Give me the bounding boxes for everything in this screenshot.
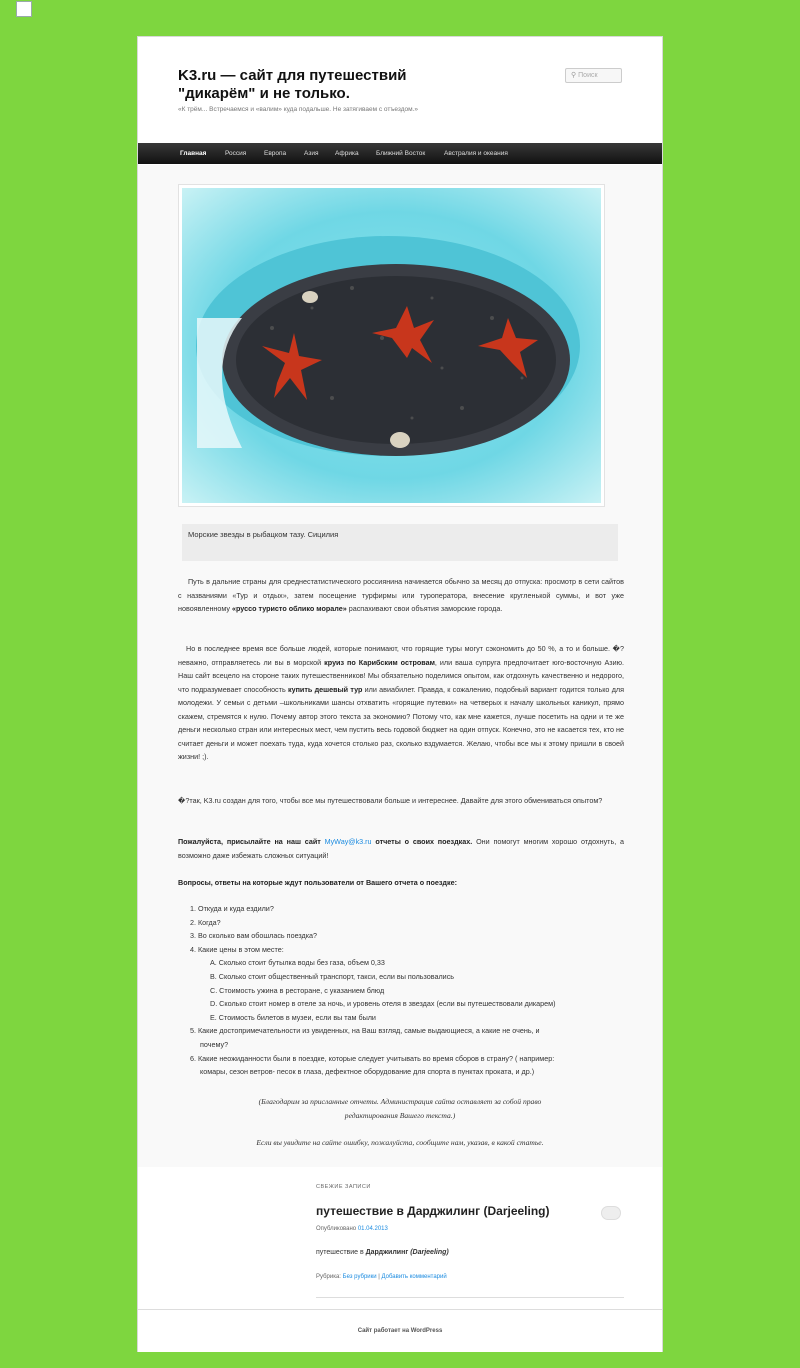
list-item: 3. Во сколько вам обошлась поездка? <box>190 931 318 941</box>
paragraph-intro <box>178 575 624 616</box>
site-footer <box>138 1309 662 1352</box>
paragraph-bold: Пожалуйста, присылайте на наш сайт <box>178 837 325 846</box>
nav-item-europe[interactable]: Европа <box>264 150 287 157</box>
nav-item-middle-east[interactable]: Ближний Восток <box>376 150 426 157</box>
rubric-prefix: Рубрика: <box>316 1274 343 1280</box>
article-image-frame <box>178 184 605 507</box>
list-item: D. Сколько стоит номер в отеле за ночь, и уровень отеля в звездах (если вы путешествовали дикарем) <box>210 999 556 1009</box>
nav-item-home[interactable]: Главная <box>180 150 207 157</box>
search-icon: ⚲ <box>571 72 577 79</box>
paragraph-bold: Вопросы, ответы на которые ждут пользователи от Вашего отчета о поездке: <box>178 878 457 887</box>
list-item-continuation: почему? <box>200 1039 229 1049</box>
add-comment-link[interactable]: Добавить комментарий <box>381 1274 447 1280</box>
nav-item-australia[interactable]: Австралия и океания <box>444 150 508 157</box>
error-report-note: Если вы увидите на сайте ошибку, пожалуйста, сообщите нам, указав, в какой статье. <box>256 1138 544 1147</box>
content-area <box>138 165 662 1167</box>
paragraph-bold: «руссо туристо облико морале» <box>232 604 347 613</box>
comment-bubble-icon[interactable] <box>601 1206 621 1220</box>
recent-post-title[interactable]: путешествие в Дарджилинг (Darjeeling) <box>316 1204 550 1218</box>
subquestions-list <box>190 956 556 1024</box>
nav-item-russia[interactable]: Россия <box>225 150 247 157</box>
site-description: «К трём... Встречаемся и «валим» куда подальше. Не затягиваем с отъездом.» <box>178 106 419 113</box>
list-item-continuation: комары, сезон ветров- песок в глаза, дефектное оборудование для спорта в пунктах проката, и др.) <box>200 1067 535 1077</box>
paragraph-text: Но в последнее время все больше людей, которые понимают, что горящие туры могут сэкономить до 50 %, а то и больше. �? неважно, отправляетесь ли вы в морской <box>178 644 624 667</box>
list-item: A. Сколько стоит бутылка воды без газа, объем 0,33 <box>210 958 385 968</box>
list-item: 5. Какие достопримечательности из увиденных, на Ваш взгляд, самые выдающиеся, а какие не очень, и <box>190 1026 540 1036</box>
paragraph-text: или авиабилет. Правда, к сожалению, подобный вариант годится только для молодежи. У семьи с детьми –школьниками шансы отхватить «горящие путевки» на четверых к началу школьных каникул, прямо скажем, стремятся к нулю. Почему автор этого текста за экономию? Потому что, как мне кажется, лучше посетить на одни и те же деньги несколько стран или интересных мест, чем пустить весь годовой бюджет на один отпуск. Конечно, это не касается тех, кто не считает деньги и может поехать туда, куда хочется столько раз, сколько вздумается. Желаю, чтобы все мы к этому пришли в своей жизни! ;). <box>178 684 624 761</box>
paragraph-text: , или ваша супруга предпочитает юго-восточную Азию. Наш сайт всецело на стороне таких путешественников! Мы обязательно поделимся опытом, как отдохнуть качественно и недорого, что подразумевает способность <box>178 657 625 694</box>
editorial-note <box>210 1095 590 1123</box>
starfish-illustration <box>182 188 601 503</box>
questions-list <box>190 902 556 1079</box>
list-item: C. Стоимость ужина в ресторане, с указанием блюд <box>210 985 385 995</box>
paragraph-text: Путь в дальние страны для среднестатистического россиянина начинается обычно за месяц до отпуска: просмотр в сети сайтов с названиями «Тур и отдых», затем посещение турфирмы или туроператора, внесение кругленькой суммы, и вот уже новоявленному <box>178 577 624 613</box>
separator: | <box>376 1274 382 1280</box>
paragraph-text: Они помогут многим хорошо отдохнуть, а возможно даже избежать сложных ситуаций! <box>178 837 625 860</box>
paragraph-k3-purpose: �?так, K3.ru создан для того, чтобы все мы путешествовали больше и интереснее. Давайте для этого обмениваться опытом? <box>178 796 603 805</box>
nav-item-asia[interactable]: Азия <box>304 150 319 157</box>
paragraph-send-reports <box>178 835 624 862</box>
category-link[interactable]: Без рубрики <box>342 1274 377 1280</box>
excerpt-text: путешествие в <box>316 1249 366 1256</box>
paragraph-bold: круиз по Карибским островам <box>324 657 435 667</box>
editorial-note-line: (Благодарим за присланные отчеты. Администрация сайта оставляет за собой право <box>258 1097 542 1106</box>
list-item: 6. Какие неожиданности были в поездке, которые следует учитывать во время сборов в страну? ( например: <box>190 1053 555 1063</box>
image-caption: Морские звезды в рыбацком тазу. Сицилия <box>182 524 618 561</box>
main-nav <box>138 143 662 164</box>
search-placeholder: Поиск <box>578 72 598 79</box>
list-item: B. Сколько стоит общественный транспорт, такси, если вы пользовались <box>210 971 455 981</box>
paragraph-hot-tours <box>178 642 624 764</box>
post-meta-prefix: Опубликовано <box>316 1226 358 1232</box>
starfish-photo <box>182 188 601 503</box>
search-input[interactable] <box>565 68 622 83</box>
list-item: 2. Когда? <box>190 917 221 927</box>
email-link[interactable]: MyWay@k3.ru <box>324 837 372 846</box>
site-title[interactable]: K3.ru — сайт для путешествий "дикарём" и не только. <box>178 67 407 102</box>
excerpt-bold: Дарджилинг <box>365 1249 409 1256</box>
divider <box>316 1297 624 1298</box>
list-item: 4. Какие цены в этом месте: <box>190 944 284 954</box>
post-date-link[interactable]: 01.04.2013 <box>357 1226 388 1232</box>
editorial-note-line: редактирования Вашего текста.) <box>344 1111 456 1120</box>
broken-image-icon <box>16 1 32 17</box>
questions-heading <box>178 876 624 890</box>
post-footer <box>316 1274 447 1280</box>
post-excerpt <box>316 1249 449 1256</box>
footer-credit[interactable]: Сайт работает на WordPress <box>357 1328 443 1334</box>
paragraph-bold: отчеты о своих поездках. <box>371 837 473 846</box>
post-meta <box>316 1226 388 1232</box>
list-item: 1. Откуда и куда ездили? <box>190 904 274 913</box>
list-item: E. Стоимость билетов в музеи, если вы там были <box>210 1012 376 1022</box>
recent-posts-title: СВЕЖИЕ ЗАПИСИ <box>316 1184 371 1190</box>
paragraph-text: распахивают свои объятия заморские города. <box>346 604 503 613</box>
excerpt-italic: (Darjeeling) <box>410 1249 449 1256</box>
nav-item-africa[interactable]: Африка <box>335 150 359 157</box>
paragraph-bold: купить дешевый тур <box>287 684 363 694</box>
page-container <box>137 36 663 1352</box>
